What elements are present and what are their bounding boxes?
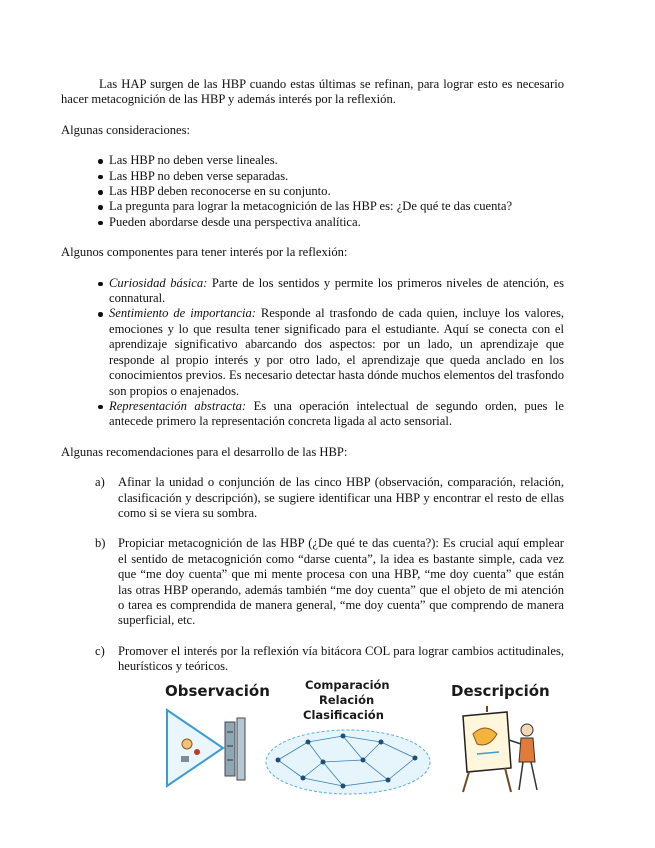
list-item: Las HBP deben reconocerse en su conjunto. bbox=[109, 184, 564, 199]
comparison-caption: Comparación bbox=[305, 678, 390, 692]
list-item: Las HBP no deben verse lineales. bbox=[109, 153, 564, 168]
list-item: Pueden abordarse desde una perspectiva analítica. bbox=[109, 215, 564, 230]
item-label: b) bbox=[95, 536, 106, 551]
component-text: Es una operación intelectual de segundo orden, pues le antecede primero la representación concreta ligada al acto sensorial. bbox=[109, 398, 564, 429]
considerations-heading: Algunas consideraciones: bbox=[61, 122, 191, 137]
list-item bbox=[95, 475, 564, 521]
description-caption: Descripción bbox=[451, 682, 550, 700]
hbp-illustration bbox=[145, 670, 555, 800]
list-item bbox=[109, 306, 564, 398]
item-text: Promover el interés por la reflexión vía bitácora COL para lograr cambios actitudinales, heurísticos y teóricos. bbox=[118, 643, 564, 674]
considerations-list bbox=[61, 153, 564, 230]
observation-caption: Observación bbox=[165, 682, 270, 700]
observation-drawing bbox=[163, 706, 263, 792]
description-drawing bbox=[455, 704, 547, 794]
component-term: Sentimiento de importancia: bbox=[109, 306, 256, 321]
list-item: La pregunta para lograr la metacognición de las HBP es: ¿De qué te das cuenta? bbox=[109, 199, 564, 214]
components-list bbox=[61, 276, 564, 430]
document-body bbox=[61, 77, 564, 690]
item-text: Propiciar metacognición de las HBP (¿De qué te das cuenta?): Es crucial aquí emplear el sentido de metacognición como “darse cuenta”, la idea es bastante simple, cada vez que “me doy cuenta” que mi mente procesa con una HBP, “me doy cuenta” que están las otras HBP operando, además también “me doy cuenta” que el objeto de mi atención o tarea es comprendida de manera general, “me doy cuenta” que comprendo de manera superficial, etc. bbox=[118, 536, 564, 628]
component-term: Curiosidad básica: bbox=[109, 275, 208, 290]
intro-paragraph: Las HAP surgen de las HBP cuando estas últimas se refinan, para lograr esto es necesario hacer metacognición de las HBP y además interés por la reflexión. bbox=[61, 77, 564, 107]
relation-caption: Relación bbox=[319, 693, 375, 707]
component-text: Responde al trasfondo de cada quien, incluye los valores, emociones y lo que resulta tener significado para el estudiante. Aquí se conecta con el aprendizaje significativo abarcando dos aspectos: por un lado, un aprendizaje que responde al propio interés y por otro lado, el aprendizaje que queda anclado en los conocimientos previos. Es necesario detectar hasta dónde muchos elementos del trasfondo son propios o enajenados. bbox=[109, 306, 564, 398]
item-label: c) bbox=[95, 643, 105, 658]
components-heading: Algunos componentes para tener interés por la reflexión: bbox=[61, 245, 348, 260]
component-text: Parte de los sentidos y permite los primeros niveles de atención, es connatural. bbox=[109, 275, 564, 306]
recommendations-heading: Algunas recomendaciones para el desarrollo de las HBP: bbox=[61, 444, 348, 459]
list-item bbox=[95, 536, 564, 628]
classification-caption: Clasificación bbox=[303, 708, 384, 722]
item-text: Afinar la unidad o conjunción de las cinco HBP (observación, comparación, relación, clasificación y descripción), se sugiere identificar una HBP y encontrar el resto de ellas como si se viera su sombra. bbox=[118, 475, 564, 520]
list-item: Las HBP no deben verse separadas. bbox=[109, 169, 564, 184]
recommendations-list bbox=[61, 475, 564, 674]
item-label: a) bbox=[95, 475, 105, 490]
list-item bbox=[109, 399, 564, 430]
component-term: Representación abstracta: bbox=[109, 398, 247, 413]
list-item bbox=[109, 276, 564, 307]
network-drawing bbox=[263, 722, 433, 798]
